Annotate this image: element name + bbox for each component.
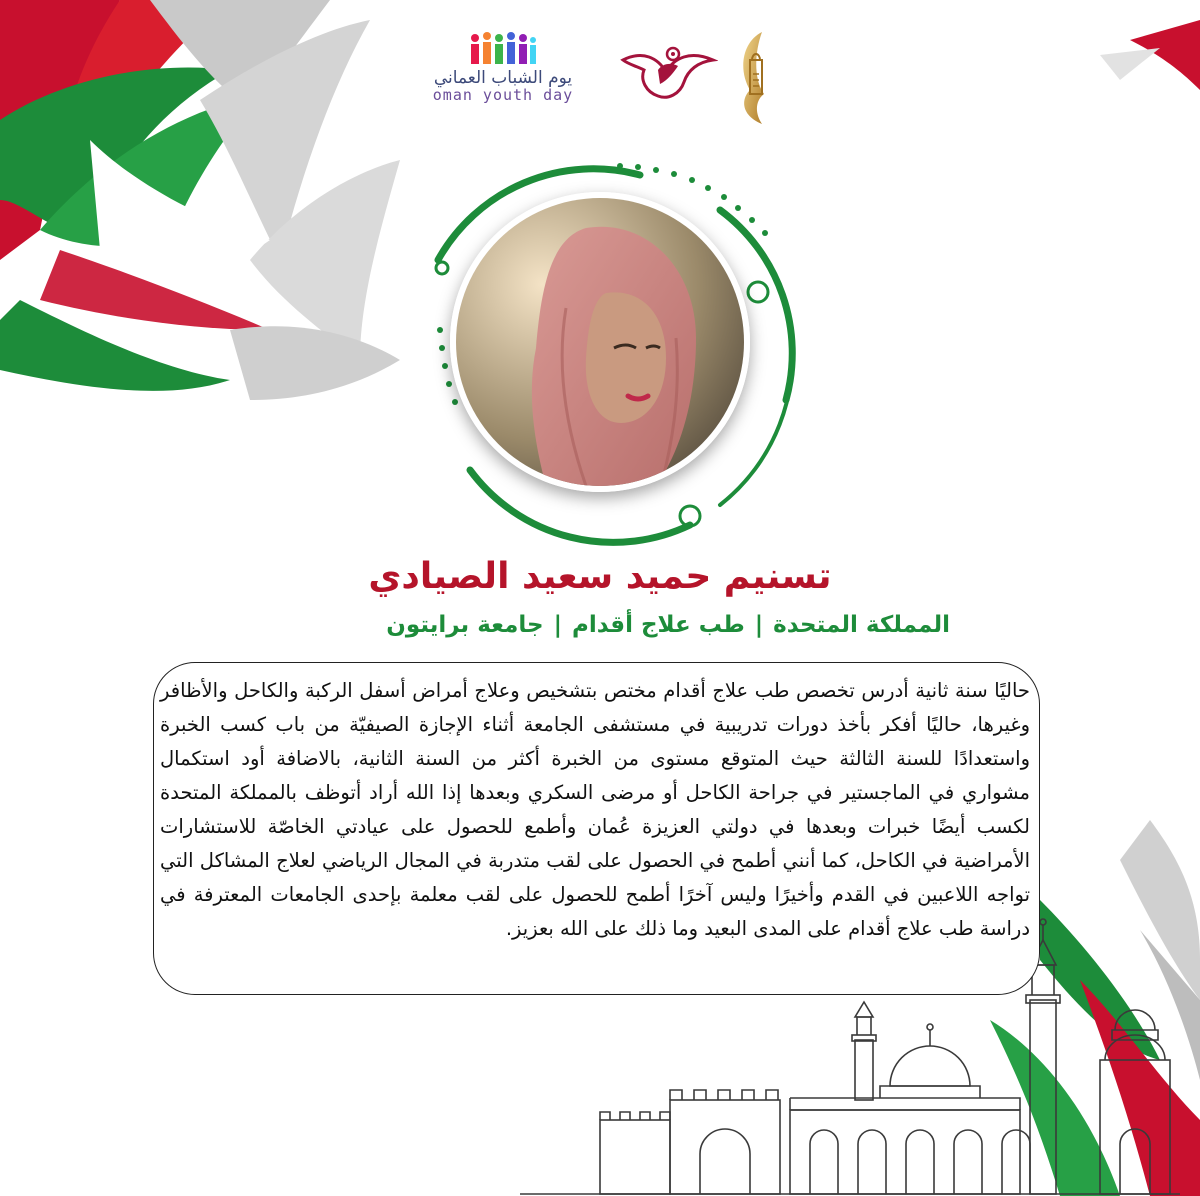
country-label: المملكة المتحدة xyxy=(773,612,950,638)
golden-tower-icon xyxy=(732,30,780,126)
ministry-emblem-logo xyxy=(618,40,718,102)
flag-swoosh-top-left xyxy=(0,0,400,400)
bio-text: حاليًا سنة ثانية أدرس تخصص طب علاج أقدام مختص بتشخيص وعلاج أمراض أسفل الركبة والكاحل والأظافر وغيرها، حاليًا أفكر بأخذ دورات تدريبية في مستشفى الجامعة أثناء الإجازة الصيفيّة من باب كسب الخبرة واستعدادًا للسنة الثالثة حيث المتوقع مستوى من الخبرة أكثر من السنة الثانية، بالاضافة أود استكمال مشواري في الماجستير في جراحة الكاحل أو مرضى السكري وبعدها إذا الله أراد أتوظف بالمملكة المتحدة لكسب أيضًا خبرات وبعدها في دولتي العزيزة عُمان وأطمع للحصول على عيادتي الخاصّة للاستشارات الأمراضية في الكاحل، كما أنني أطمح في الحصول على لقب متدربة في المجال الرياضي لعلاج المشاكل التي تواجه اللاعبين في القدم وأخيرًا وليس آخرًا أطمح للحصول على لقب معلمة بإحدى الجامعات المعترفة في دراسة طب علاج أقدام على المدى البعيد وما ذلك على الله بعزيز. xyxy=(160,679,1030,940)
golden-crest-logo xyxy=(732,30,780,126)
oman-youth-day-logo xyxy=(428,32,578,120)
university-label: جامعة برايتون xyxy=(386,612,544,638)
profile-photo xyxy=(450,192,750,492)
portrait-image xyxy=(456,198,744,486)
subtitle-separator: | xyxy=(754,612,764,638)
person-name: تسنيم حميد سعيد الصيادي xyxy=(368,556,832,597)
youth-day-english: oman youth day xyxy=(432,86,574,104)
subtitle-separator: | xyxy=(553,612,562,638)
youth-figures-icon xyxy=(467,32,539,66)
youth-day-arabic: يوم الشباب العماني xyxy=(433,68,573,88)
horse-emblem-icon xyxy=(618,40,718,102)
specialty-label: طب علاج أقدام xyxy=(571,612,745,638)
profile-subtitle xyxy=(230,612,950,638)
